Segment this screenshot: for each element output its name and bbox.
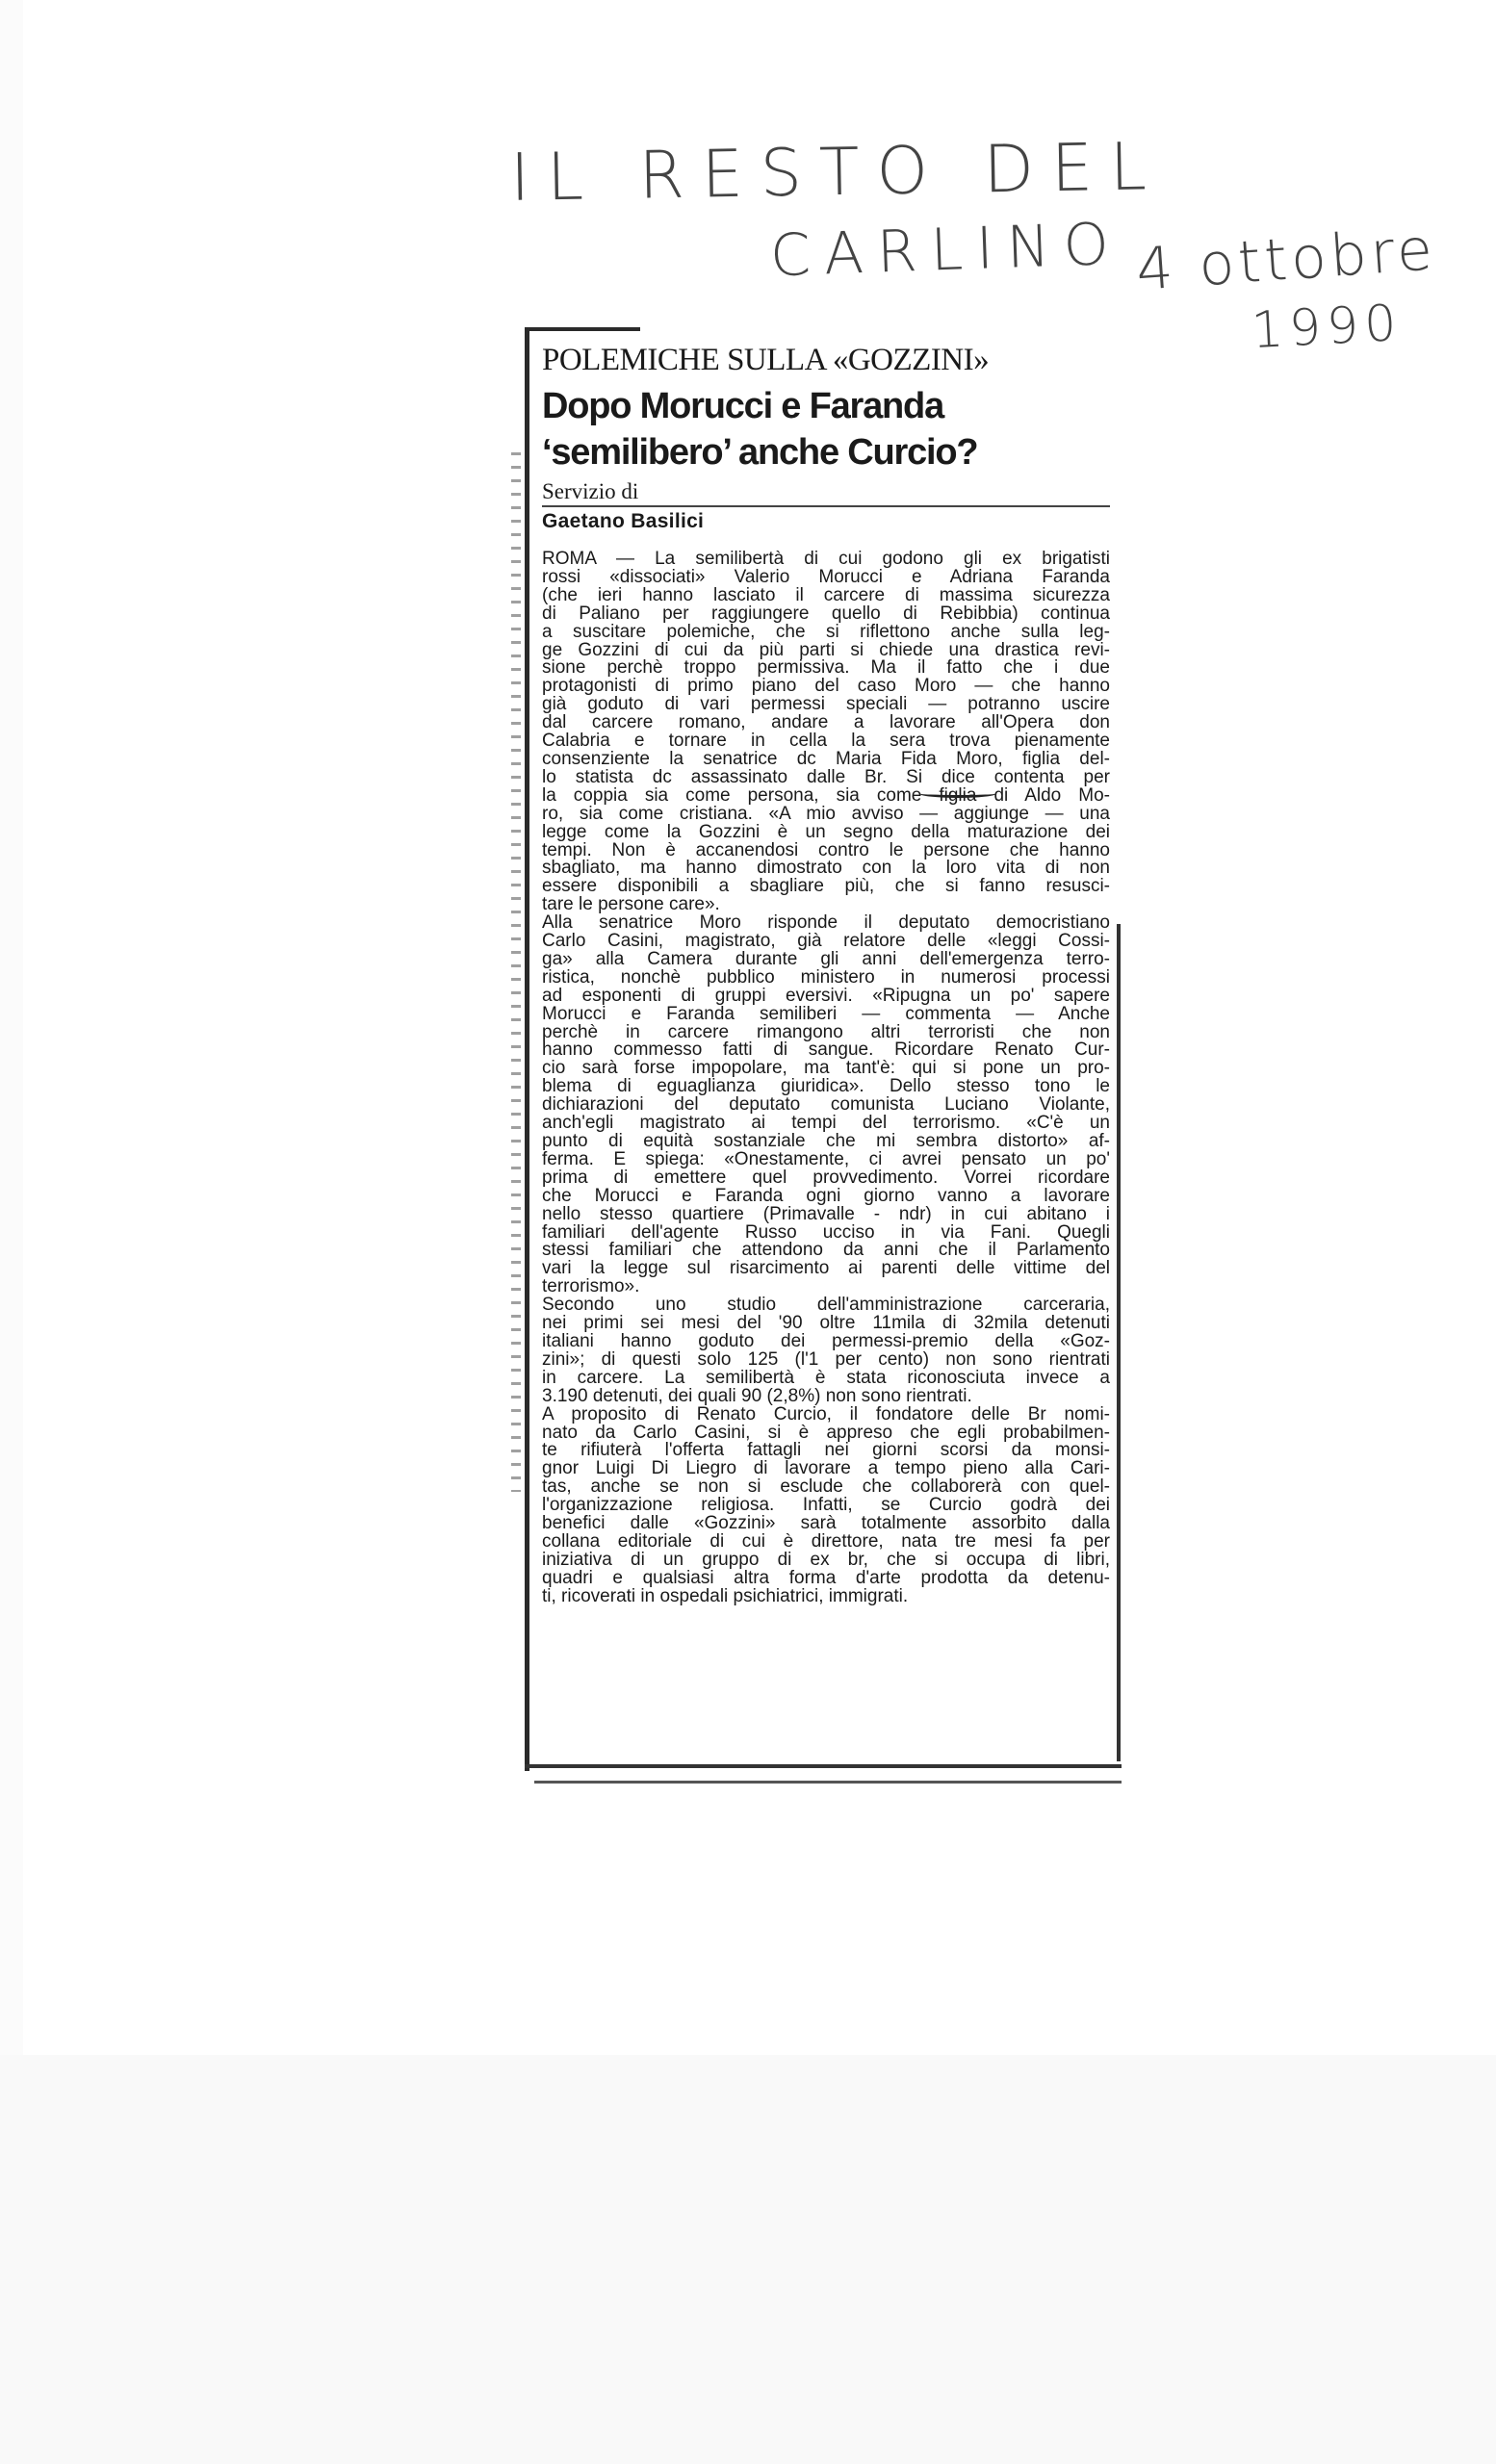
clipping-top-rule (525, 327, 640, 331)
body-line: ro, sia come cristiana. «A mio avviso — aggiunge — una (542, 805, 1110, 824)
body-line: nato da Carlo Casini, si è appreso che egli probabilmen- (542, 1424, 1110, 1443)
article-headline (542, 383, 977, 475)
body-line: sione perchè troppo permissiva. Ma il fatto che i due (542, 659, 1110, 679)
body-line: ge Gozzini di cui da più parti si chiede una drastica revi- (542, 641, 1110, 660)
newspaper-clipping (525, 327, 1122, 1771)
body-line: familiari dell'agente Russo ucciso in via Fani. Quegli (542, 1223, 1110, 1243)
body-line: nello stesso quartiere (Primavalle - ndr) in cui abitano i (542, 1205, 1110, 1224)
body-line: quadri e qualsiasi altra forma d'arte prodotta da detenu- (542, 1569, 1110, 1588)
body-line: che Morucci e Faranda ogni giorno vanno a lavorare (542, 1187, 1110, 1206)
body-line: Alla senatrice Moro risponde il deputato democristiano (542, 914, 1110, 934)
body-line: nei primi sei mesi del '90 oltre 11mila di 32mila detenuti (542, 1315, 1110, 1333)
byline-rule (542, 505, 1110, 507)
body-line: ristica, nonchè pubblico ministero in numerosi processi (542, 968, 1110, 988)
body-line: anch'egli magistrato ai tempi del terrorismo. «C'è un (542, 1115, 1110, 1133)
handwritten-date-year: 1990 (1250, 294, 1404, 361)
body-line: gnor Luigi Di Liegro di lavorare a tempo pieno alla Cari- (542, 1460, 1110, 1479)
body-line: punto di equità sostanziale che mi sembra distorto» af- (542, 1133, 1110, 1151)
body-line: vari la legge sul risarcimento ai parenti delle vittime del (542, 1260, 1110, 1279)
body-line: stessi familiari che attendono da anni che il Parlamento (542, 1242, 1110, 1261)
body-line: zini»; di questi solo 125 (l'1 per cento) non sono rientrati (542, 1350, 1110, 1370)
scan-bottom-margin (0, 2055, 1496, 2464)
body-line: tare le persone care». (542, 896, 720, 915)
headline-line-1: Dopo Morucci e Faranda (542, 386, 944, 426)
body-line: Morucci e Faranda semiliberi — commenta — Anche (542, 1005, 1110, 1024)
handwritten-source-line-2: CARLINO (768, 210, 1123, 291)
body-line: la coppia sia come persona, sia come figlia di Aldo Mo- (542, 786, 1110, 806)
body-line: dal carcere romano, andare a lavorare all'Opera don (542, 714, 1110, 733)
byline-label: Servizio di (542, 479, 639, 503)
body-line: collana editoriale di cui è direttore, nata tre mesi fa per (542, 1532, 1110, 1552)
body-line: tas, anche se non si esclude che collaborerà con quel- (542, 1478, 1110, 1498)
body-line: sbagliato, ma hanno dimostrato con la loro vita di non (542, 860, 1110, 879)
body-line: hanno commesso fatti di sangue. Ricordare Renato Cur- (542, 1041, 1110, 1061)
body-line: legge come la Gozzini è un segno della maturazione dei (542, 823, 1110, 842)
body-line: A proposito di Renato Curcio, il fondatore delle Br nomi- (542, 1405, 1110, 1424)
clipping-edge-marks (511, 452, 521, 1492)
clipping-left-rule (525, 327, 529, 1771)
body-line: Calabria e tornare in cella la sera trova pienamente (542, 732, 1110, 751)
body-line: (che ieri hanno lasciato il carcere di massima sicurezza (542, 586, 1110, 605)
clipping-bottom-rule-secondary (534, 1781, 1122, 1784)
body-line: lo statista dc assassinato dalle Br. Si dice contenta per (542, 768, 1110, 787)
body-line: Secondo uno studio dell'amministrazione carceraria, (542, 1296, 1110, 1316)
ink-smudge (919, 789, 996, 798)
handwritten-source-line-1: IL RESTO DEL (509, 129, 1165, 217)
body-line: tempi. Non è accanendosi contro le persone che hanno (542, 841, 1110, 860)
body-line: ti, ricoverati in ospedali psichiatrici, immigrati. (542, 1587, 909, 1606)
byline-author: Gaetano Basilici (542, 510, 705, 532)
body-line: te rifiuterà l'offerta fattagli nei giorni scorsi da monsi- (542, 1442, 1110, 1461)
clipping-bottom-rule (525, 1764, 1122, 1768)
body-line: ad esponenti di gruppi eversivi. «Ripugna un po' sapere (542, 987, 1110, 1006)
clipping-right-rule (1117, 924, 1121, 1761)
body-line: benefici dalle «Gozzini» sarà totalmente assorbito dalla (542, 1515, 1110, 1533)
body-line: l'organizzazione religiosa. Infatti, se Curcio godrà dei (542, 1497, 1110, 1516)
body-line: in carcere. La semilibertà è stata riconosciuta invece a (542, 1369, 1110, 1388)
body-line: già goduto di vari permessi speciali — potranno uscire (542, 696, 1110, 715)
body-line: iniziativa di un gruppo di ex br, che si occupa di libri, (542, 1551, 1110, 1570)
handwritten-date-day-month: 4 ottobre (1133, 216, 1439, 304)
body-line: di Paliano per raggiungere quello di Rebibbia) continua (542, 604, 1110, 624)
body-line: italiani hanno goduto dei permessi-premio della «Goz- (542, 1332, 1110, 1351)
body-line: ga» alla Camera durante gli anni dell'emergenza terro- (542, 950, 1110, 969)
body-line: perchè in carcere rimangono altri terroristi che non (542, 1023, 1110, 1042)
body-line: ROMA — La semilibertà di cui godono gli ex brigatisti (542, 551, 1110, 569)
body-line: ferma. E spiega: «Onestamente, ci avrei pensato un po' (542, 1150, 1110, 1169)
article-body (542, 551, 1110, 1606)
article-kicker: POLEMICHE SULLA «GOZZINI» (542, 343, 990, 377)
scan-edge (0, 0, 23, 2055)
body-line: 3.190 detenuti, dei quali 90 (2,8%) non sono rientrati. (542, 1387, 972, 1406)
headline-line-2: ‘semilibero’ anche Curcio? (542, 432, 978, 473)
body-line: rossi «dissociati» Valerio Morucci e Adriana Faranda (542, 568, 1110, 587)
body-line: blema di eguaglianza giuridica». Dello stesso tono le (542, 1078, 1110, 1097)
body-line: a suscitare polemiche, che si riflettono anche sulla leg- (542, 623, 1110, 642)
body-line: protagonisti di primo piano del caso Moro — che hanno (542, 678, 1110, 697)
body-line: dichiarazioni del deputato comunista Luciano Violante, (542, 1096, 1110, 1116)
body-line: essere disponibili a sbagliare più, che si fanno resusci- (542, 878, 1110, 897)
body-line: consenziente la senatrice dc Maria Fida Moro, figlia del- (542, 750, 1110, 769)
body-line: prima di emettere quel provvedimento. Vorrei ricordare (542, 1168, 1110, 1188)
body-line: cio sarà forse impopolare, ma tant'è: qui si pone un pro- (542, 1060, 1110, 1079)
body-line: terrorismo». (542, 1278, 640, 1297)
body-line: Carlo Casini, magistrato, già relatore delle «leggi Cossi- (542, 933, 1110, 951)
